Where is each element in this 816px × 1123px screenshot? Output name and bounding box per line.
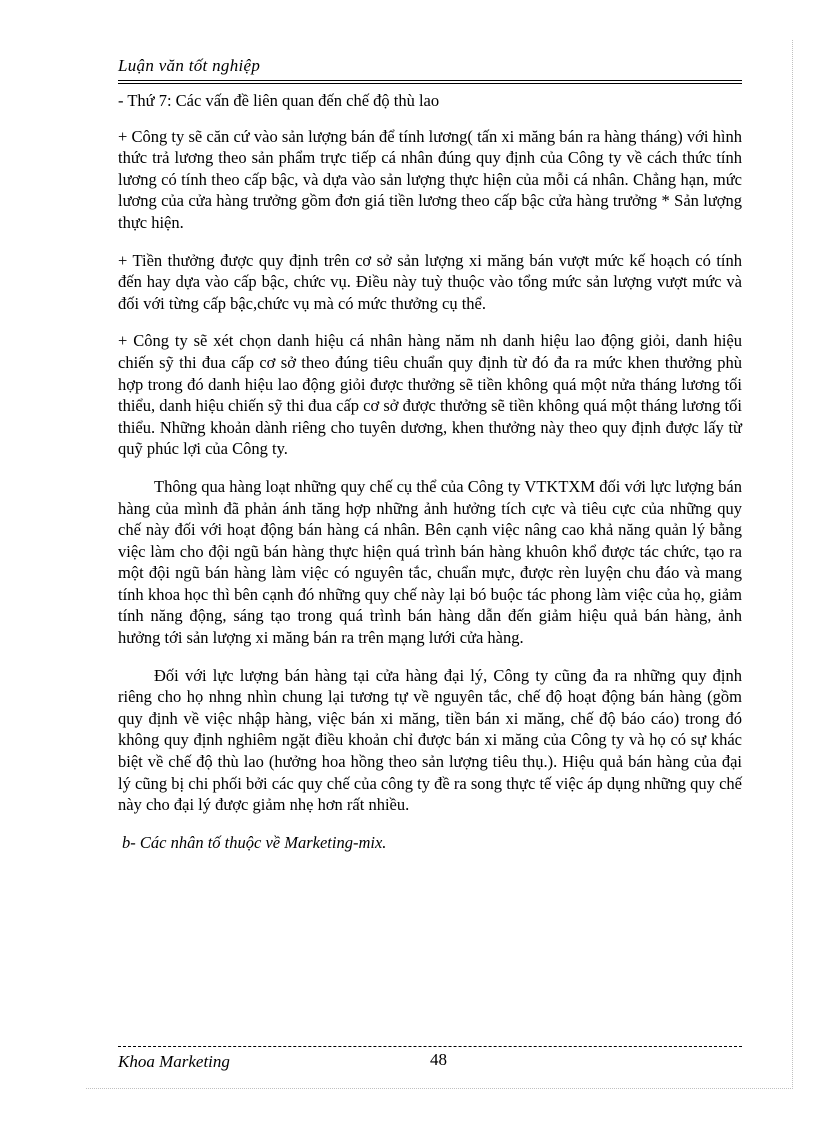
page-header xyxy=(118,56,742,84)
document-body xyxy=(118,90,742,869)
paragraph-awards: + Công ty sẽ xét chọn danh hiệu cá nhân hàng năm nh danh hiệu lao động giỏi, danh hiệu chiến sỹ thi đua cấp cơ sở theo đúng tiêu chuẩn quy định từ đó đa ra mức khen thưởng phù hợp trong đó danh hiệu lao động giỏi được thưởng sẽ tiền không quá một nửa tháng lương tối thiểu, danh hiệu chiến sỹ thi đua cấp cơ sở được thưởng sẽ tiền không quá một tháng lương tối thiểu. Những khoản dành riêng cho tuyên dương, khen thưởng này theo quy định được lấy từ quỹ phúc lợi của Công ty. xyxy=(118,331,743,459)
page-number: 48 xyxy=(430,1050,447,1069)
paragraph-salary: + Công ty sẽ căn cứ vào sản lượng bán để tính lương( tấn xi măng bán ra hàng tháng) với hình thức trả lương theo sản phẩm trực tiếp cá nhân đúng quy định của Công ty về cách thức tính lương có tính theo cấp bậc, và dựa vào sản lượng thực hiện của mỗi cá nhân. Chẳng hạn, mức lương của cửa hàng trưởng gồm đơn giá tiền lương theo cấp bậc cửa hàng trưởng * Sản lượng thực hiện. xyxy=(118,126,742,232)
header-rule xyxy=(118,80,742,84)
footer-faculty: Khoa Marketing xyxy=(118,1052,230,1071)
paragraph-rule-7: - Thứ 7: Các vấn đề liên quan đến chế độ thù lao xyxy=(118,91,440,110)
header-title: Luận văn tốt nghiệp xyxy=(118,56,261,75)
page-footer xyxy=(118,1046,742,1071)
subheading-marketing-mix: b- Các nhân tố thuộc về Marketing-mix. xyxy=(122,832,387,852)
paragraph-analysis: Thông qua hàng loạt những quy chế cụ thể của Công ty VTKTXM đối với lực lượng bán hàng của mình đã phản ánh tăng hợp những ảnh hưởng tích cực và tiêu cực của những quy chế này đối với hoạt động bán hàng cá nhân. Bên cạnh việc nâng cao khả năng quản lý bằng việc làm cho đội ngũ bán hàng thực hiện quá trình bán hàng khuôn khổ được tác chức, tạo ra một đội ngũ bán hàng làm việc có nguyên tắc, chuẩn mực, được rèn luyện chu đáo và mang tính khoa học thì bên cạnh đó những quy chế này lại bó buộc tác phong làm việc của họ, giảm tính năng động, sáng tạo trong quá trình bán hàng dẫn đến giảm hiệu quả bán hàng, ảnh hưởng tới sản lượng xi măng bán ra trên mạng lưới cửa hàng. xyxy=(118,476,742,648)
paragraph-agents: Đối với lực lượng bán hàng tại cửa hàng đại lý, Công ty cũng đa ra những quy định riêng cho họ nhng nhìn chung lại tương tự về nguyên tắc, chế độ hoạt động bán hàng (gồm quy định về việc nhập hàng, việc bán xi măng, tiền bán xi măng, chế độ báo cáo) trong đó không quy định nghiêm ngặt điều khoản chỉ được bán xi măng của Công ty và họ có sự khác biệt về chế độ thù lao (hưởng hoa hồng theo sản lượng tiêu thụ.). Hiệu quả bán hàng của đại lý cũng bị chi phối bởi các quy chế của công ty đề ra song thực tế việc áp dụng những quy chế này cho đại lý được giảm nhẹ hơn rất nhiều. xyxy=(118,665,742,815)
footer-rule xyxy=(118,1046,742,1047)
paragraph-bonus: + Tiền thưởng được quy định trên cơ sở sản lượng xi măng bán vượt mức kế hoạch có tính đến hay dựa vào cấp bậc, chức vụ. Điều này tuỳ thuộc vào tổng mức sản lượng vượt mức và đối với từng cấp bậc,chức vụ mà có mức thưởng cụ thể. xyxy=(118,250,742,313)
